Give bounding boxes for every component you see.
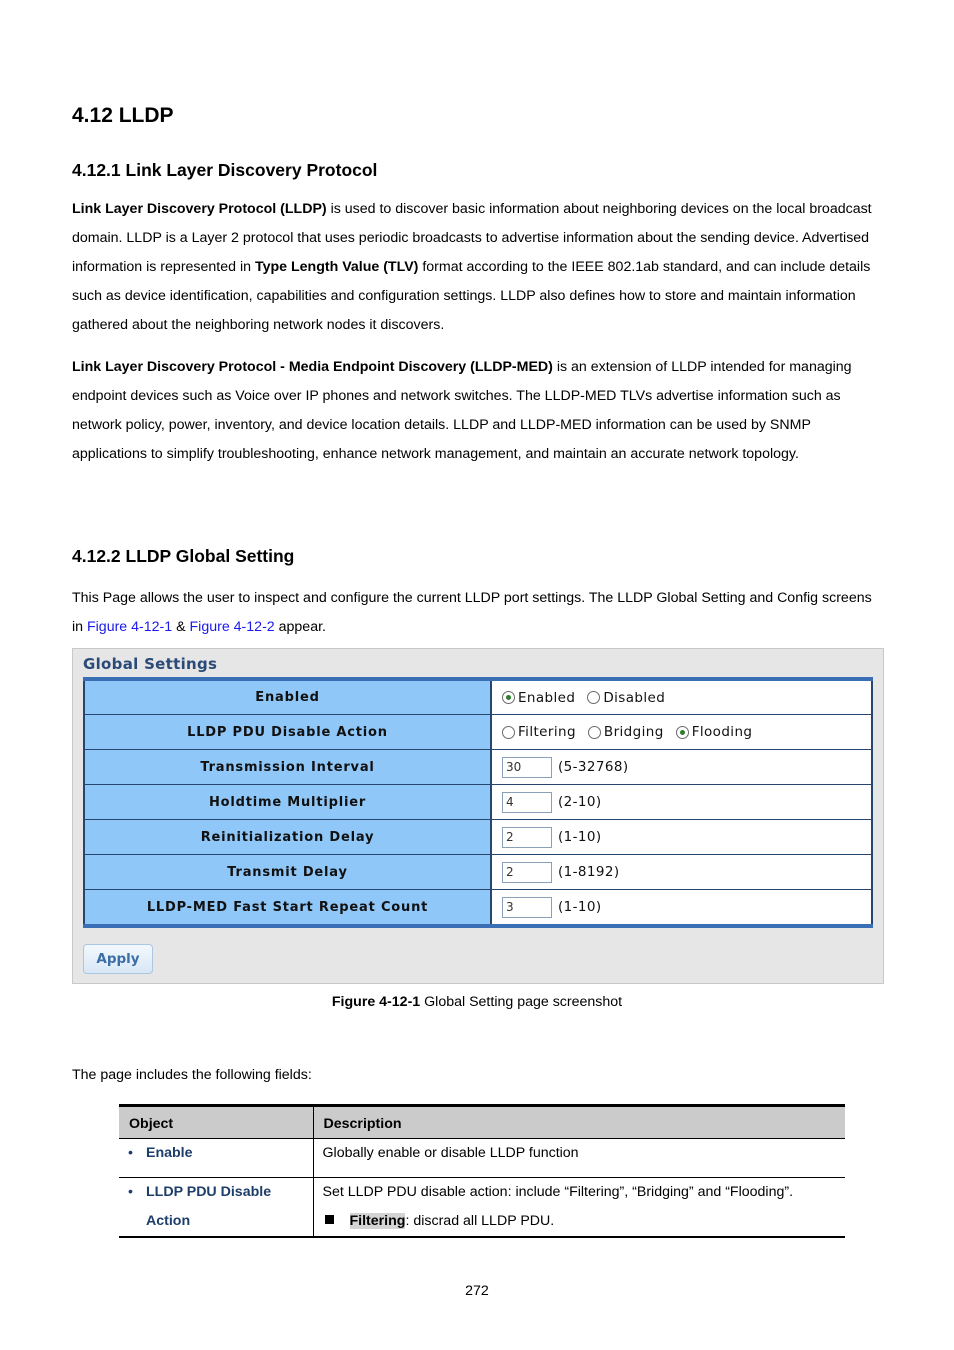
radio-enabled[interactable]: Enabled (502, 690, 575, 706)
row-value (492, 890, 873, 924)
row-value (492, 715, 873, 749)
figure-link-2[interactable]: Figure 4-12-2 (189, 619, 275, 635)
settings-row-reinit-delay (83, 819, 873, 854)
global-settings-table (83, 677, 873, 928)
radio-selected-icon (502, 691, 515, 704)
row-label: LLDP PDU Disable Action (83, 715, 492, 749)
row-label: Transmit Delay (83, 855, 492, 889)
radio-disabled[interactable]: Disabled (587, 690, 665, 706)
settings-row-enabled (83, 681, 873, 714)
table-row (119, 1139, 845, 1178)
global-settings-title: Global Settings (83, 655, 218, 673)
radio-selected-icon (676, 726, 689, 739)
reinit-delay-input[interactable] (502, 827, 552, 848)
description-cell: Set LLDP PDU disable action: include “Filtering”, “Bridging” and “Flooding”. Filtering: discrad all LLDP PDU. (313, 1178, 845, 1238)
object-cell: • Enable (119, 1139, 313, 1178)
row-label: Transmission Interval (83, 750, 492, 784)
fields-table (119, 1104, 845, 1238)
settings-row-pdu-action (83, 714, 873, 749)
settings-row-transmit-delay (83, 854, 873, 889)
table-header-row (119, 1106, 845, 1139)
radio-unselected-icon (588, 726, 601, 739)
range-hint: (1-8192) (558, 864, 620, 880)
settings-row-med-repeat-count (83, 889, 873, 924)
row-value (492, 855, 873, 889)
column-header-description: Description (313, 1106, 845, 1139)
chapter-heading: 4.12 LLDP (72, 104, 174, 127)
radio-unselected-icon (502, 726, 515, 739)
lldp-med-paragraph: Link Layer Discovery Protocol - Media Endpoint Discovery (LLDP-MED) is an extension of LLDP intended for managing endpoint devices such as Voice over IP phones and network switches. The LLDP-MED TLVs advertise information such as network policy, power, inventory, and device location details. LLDP and LLDP-MED information can be used by SNMP applications to simplify troubleshooting, enhance network management, and maintain an accurate network topology. (72, 359, 852, 462)
radio-unselected-icon (587, 691, 600, 704)
range-hint: (1-10) (558, 899, 602, 915)
fields-intro: The page includes the following fields: (72, 1067, 312, 1083)
radio-bridging[interactable]: Bridging (588, 724, 664, 740)
square-bullet-icon (325, 1215, 334, 1224)
global-setting-intro: This Page allows the user to inspect and configure the current LLDP port settings. The LLDP Global Setting and Config screens in Figure 4-12-1 & Figure 4-12-2 appear. (72, 590, 872, 635)
settings-row-holdtime (83, 784, 873, 819)
radio-flooding[interactable]: Flooding (676, 724, 753, 740)
global-settings-screenshot (72, 648, 884, 984)
bullet-icon: • (128, 1184, 133, 1200)
row-label: LLDP-MED Fast Start Repeat Count (83, 890, 492, 924)
row-value (492, 820, 873, 854)
column-header-object: Object (119, 1106, 313, 1139)
transmit-delay-input[interactable] (502, 862, 552, 883)
tx-interval-input[interactable] (502, 757, 552, 778)
med-repeat-count-input[interactable] (502, 897, 552, 918)
bullet-icon: • (128, 1145, 133, 1161)
row-label: Enabled (83, 681, 492, 714)
row-label: Reinitialization Delay (83, 820, 492, 854)
row-label: Holdtime Multiplier (83, 785, 492, 819)
object-cell: • LLDP PDU Disable Action (119, 1178, 313, 1238)
range-hint: (2-10) (558, 794, 602, 810)
holdtime-input[interactable] (502, 792, 552, 813)
row-value (492, 681, 873, 714)
range-hint: (1-10) (558, 829, 602, 845)
settings-row-tx-interval (83, 749, 873, 784)
range-hint: (5-32768) (558, 759, 629, 775)
lldp-paragraph-1: Link Layer Discovery Protocol (LLDP) is used to discover basic information about neighboring devices on the local broadcast domain. LLDP is a Layer 2 protocol that uses periodic broadcasts to advertise information about the sending device. Advertised information is represented in Type Length Value (TLV) format according to the IEEE 802.1ab standard, and can include details such as device identification, capabilities and configuration settings. LLDP also defines how to store and maintain information gathered about the neighboring network nodes it discovers. (72, 201, 872, 333)
section-heading-global-setting: 4.12.2 LLDP Global Setting (72, 546, 295, 566)
figure-link-1[interactable]: Figure 4-12-1 (86, 619, 173, 635)
row-value (492, 750, 873, 784)
radio-filtering[interactable]: Filtering (502, 724, 576, 740)
apply-button[interactable]: Apply (83, 944, 153, 974)
row-value (492, 785, 873, 819)
description-cell: Globally enable or disable LLDP function (313, 1139, 845, 1178)
page-number: 272 (465, 1283, 489, 1299)
section-heading-lldp: 4.12.1 Link Layer Discovery Protocol (72, 160, 378, 180)
figure-caption: Figure 4-12-1 Global Setting page screenshot (331, 994, 623, 1010)
table-row (119, 1178, 845, 1238)
